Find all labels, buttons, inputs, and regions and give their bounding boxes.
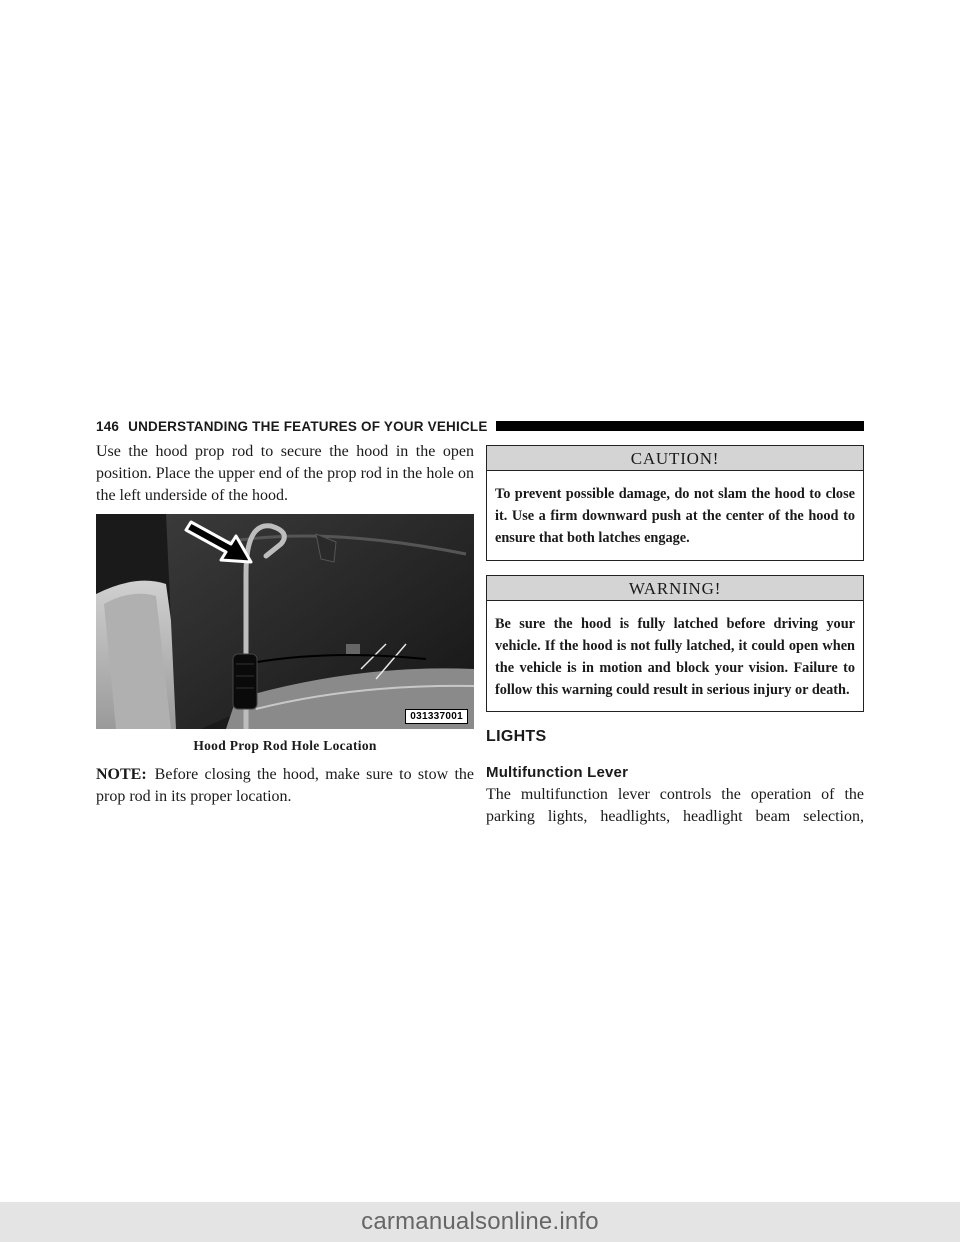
- right-column: [486, 445, 864, 828]
- hood-prop-illustration: [96, 514, 474, 729]
- note-label: NOTE:: [96, 766, 147, 783]
- watermark-text: carmanualsonline.info: [361, 1208, 599, 1235]
- caution-text: To prevent possible damage, do not slam the hood to close it. Use a firm downward push at the center of the hood to ensure that both latches engage.: [495, 486, 855, 547]
- section-heading-lights: LIGHTS: [486, 728, 547, 746]
- footer-watermark-bar: [0, 1202, 960, 1242]
- figure-code: 031337001: [405, 709, 468, 724]
- subheading-multifunction-lever: Multifunction Lever: [486, 764, 629, 782]
- page-header: [96, 416, 864, 436]
- multifunction-paragraph: The multifunction lever controls the operation of the parking lights, headlights, headlight beam selection,: [486, 786, 864, 826]
- intro-paragraph: Use the hood prop rod to secure the hood in the open position. Place the upper end of the prop rod in the hole on the left underside of the hood.: [96, 443, 474, 504]
- figure-caption: Hood Prop Rod Hole Location: [193, 738, 377, 753]
- running-title: UNDERSTANDING THE FEATURES OF YOUR VEHICLE: [128, 418, 488, 434]
- warning-text: Be sure the hood is fully latched before driving your vehicle. If the hood is not fully latched, it could open when the vehicle is in motion and block your vision. Failure to follow this warning could result in serious injury or death.: [495, 615, 855, 699]
- page-number: 146: [96, 418, 120, 434]
- warning-title: WARNING!: [487, 576, 863, 601]
- caution-box: [486, 445, 864, 561]
- note-text: Before closing the hood, make sure to stow the prop rod in its proper location.: [96, 766, 474, 805]
- header-rule: [496, 421, 864, 431]
- hood-prop-figure: [96, 514, 474, 729]
- caution-title: CAUTION!: [487, 446, 863, 471]
- note-paragraph: [96, 764, 474, 808]
- left-column: [96, 441, 474, 808]
- warning-box: [486, 575, 864, 713]
